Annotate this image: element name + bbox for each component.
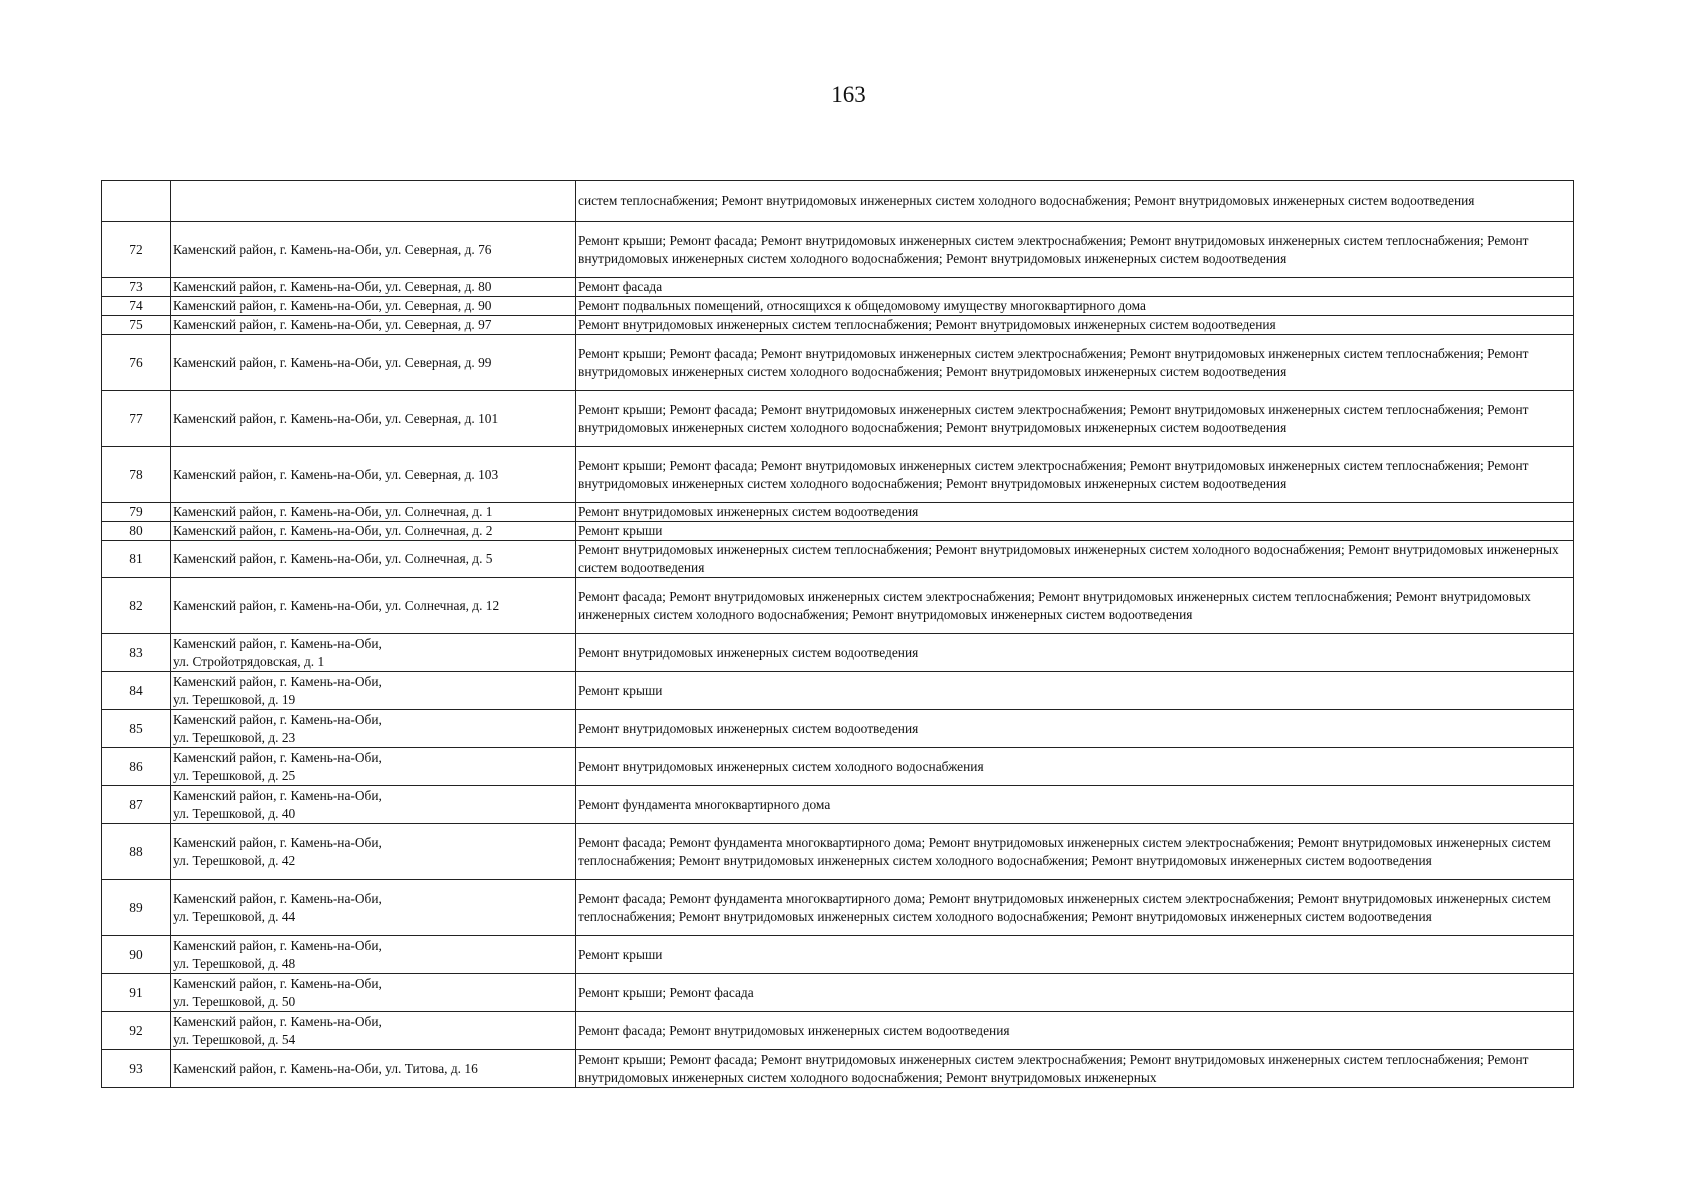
row-number-cell: 86 [102, 748, 171, 786]
table-row [102, 181, 1574, 222]
work-types-cell: Ремонт крыши; Ремонт фасада; Ремонт внутридомовых инженерных систем электроснабжения; Ремонт внутридомовых инженерных систем теплоснабжения; Ремонт внутридомовых инженерных систем холодного водоснабжения; Ремонт внутридомовых инженерных систем водоотведения [576, 222, 1574, 278]
row-number-cell: 82 [102, 578, 171, 634]
address-line: Каменский район, г. Камень-на-Оби, [173, 975, 382, 991]
work-types-cell: Ремонт внутридомовых инженерных систем холодного водоснабжения [576, 748, 1574, 786]
address-line: Каменский район, г. Камень-на-Оби, ул. Солнечная, д. 12 [173, 597, 500, 613]
address-line: Каменский район, г. Камень-на-Оби, [173, 834, 382, 850]
address-line: ул. Терешковой, д. 48 [173, 955, 296, 971]
work-types-cell: Ремонт внутридомовых инженерных систем теплоснабжения; Ремонт внутридомовых инженерных систем холодного водоснабжения; Ремонт внутридомовых инженерных систем водоотведения [576, 541, 1574, 578]
address-line: ул. Терешковой, д. 25 [173, 767, 296, 783]
work-types-cell: Ремонт фундамента многоквартирного дома [576, 786, 1574, 824]
address-line: ул. Терешковой, д. 23 [173, 729, 296, 745]
repair-program-table [101, 180, 1574, 1088]
address-line: Каменский район, г. Камень-на-Оби, ул. Северная, д. 97 [173, 317, 492, 332]
work-types-cell: Ремонт крыши; Ремонт фасада; Ремонт внутридомовых инженерных систем электроснабжения; Ремонт внутридомовых инженерных систем теплоснабжения; Ремонт внутридомовых инженерных систем холодного водоснабжения; Ремонт внутридомовых инженерных систем водоотведения [576, 447, 1574, 503]
work-types-cell: Ремонт крыши [576, 936, 1574, 974]
table-row [102, 1050, 1574, 1088]
table-row [102, 824, 1574, 880]
address-cell [171, 748, 576, 786]
address-line: ул. Стройотрядовская, д. 1 [173, 653, 325, 669]
row-number-cell: 77 [102, 391, 171, 447]
address-line: Каменский район, г. Камень-на-Оби, ул. Солнечная, д. 5 [173, 551, 493, 566]
row-number-cell: 79 [102, 503, 171, 522]
row-number-cell [102, 181, 171, 222]
work-types-cell: Ремонт подвальных помещений, относящихся к общедомовому имуществу многоквартирного дома [576, 297, 1574, 316]
address-line: ул. Терешковой, д. 19 [173, 691, 296, 707]
row-number-cell: 87 [102, 786, 171, 824]
address-line: Каменский район, г. Камень-на-Оби, [173, 1013, 382, 1029]
address-cell [171, 1050, 576, 1088]
table-row [102, 786, 1574, 824]
work-types-cell: Ремонт фасада; Ремонт фундамента многоквартирного дома; Ремонт внутридомовых инженерных систем электроснабжения; Ремонт внутридомовых инженерных систем теплоснабжения; Ремонт внутридомовых инженерных систем холодного водоснабжения; Ремонт внутридомовых инженерных систем водоотведения [576, 824, 1574, 880]
work-types-cell: Ремонт внутридомовых инженерных систем водоотведения [576, 710, 1574, 748]
address-line: Каменский район, г. Камень-на-Оби, [173, 890, 382, 906]
address-line: ул. Терешковой, д. 54 [173, 1031, 296, 1047]
address-cell [171, 824, 576, 880]
work-types-cell: Ремонт крыши; Ремонт фасада; Ремонт внутридомовых инженерных систем электроснабжения; Ремонт внутридомовых инженерных систем теплоснабжения; Ремонт внутридомовых инженерных систем холодного водоснабжения; Ремонт внутридомовых инженерных [576, 1050, 1574, 1088]
row-number-cell: 80 [102, 522, 171, 541]
table-body [102, 181, 1574, 1088]
address-cell [171, 181, 576, 222]
work-types-cell: Ремонт фасада; Ремонт внутридомовых инженерных систем водоотведения [576, 1012, 1574, 1050]
row-number-cell: 74 [102, 297, 171, 316]
row-number-cell: 91 [102, 974, 171, 1012]
address-cell [171, 335, 576, 391]
row-number-cell: 73 [102, 278, 171, 297]
row-number-cell: 90 [102, 936, 171, 974]
table-row [102, 710, 1574, 748]
address-cell [171, 634, 576, 672]
row-number-cell: 93 [102, 1050, 171, 1088]
row-number-cell: 83 [102, 634, 171, 672]
work-types-cell: Ремонт фасада [576, 278, 1574, 297]
table-row [102, 634, 1574, 672]
row-number-cell: 76 [102, 335, 171, 391]
table-row [102, 541, 1574, 578]
work-types-cell: систем теплоснабжения; Ремонт внутридомовых инженерных систем холодного водоснабжения; Ремонт внутридомовых инженерных систем водоотведения [576, 181, 1574, 222]
row-number-cell: 81 [102, 541, 171, 578]
table-row [102, 880, 1574, 936]
work-types-cell: Ремонт фасада; Ремонт фундамента многоквартирного дома; Ремонт внутридомовых инженерных систем электроснабжения; Ремонт внутридомовых инженерных систем теплоснабжения; Ремонт внутридомовых инженерных систем холодного водоснабжения; Ремонт внутридомовых инженерных систем водоотведения [576, 880, 1574, 936]
table-row [102, 447, 1574, 503]
row-number-cell: 78 [102, 447, 171, 503]
row-number-cell: 85 [102, 710, 171, 748]
table-row [102, 1012, 1574, 1050]
address-line: Каменский район, г. Камень-на-Оби, ул. Северная, д. 80 [173, 279, 492, 294]
address-cell [171, 936, 576, 974]
row-number-cell: 84 [102, 672, 171, 710]
table-row [102, 278, 1574, 297]
address-line: ул. Терешковой, д. 42 [173, 852, 296, 868]
address-cell [171, 503, 576, 522]
address-line: Каменский район, г. Камень-на-Оби, [173, 787, 382, 803]
table-row [102, 503, 1574, 522]
work-types-cell: Ремонт крыши [576, 672, 1574, 710]
work-types-cell: Ремонт фасада; Ремонт внутридомовых инженерных систем электроснабжения; Ремонт внутридомовых инженерных систем теплоснабжения; Ремонт внутридомовых инженерных систем холодного водоснабжения; Ремонт внутридомовых инженерных систем водоотведения [576, 578, 1574, 634]
address-cell [171, 786, 576, 824]
address-cell [171, 522, 576, 541]
work-types-cell: Ремонт внутридомовых инженерных систем теплоснабжения; Ремонт внутридомовых инженерных систем водоотведения [576, 316, 1574, 335]
address-line: Каменский район, г. Камень-на-Оби, [173, 711, 382, 727]
work-types-cell: Ремонт внутридомовых инженерных систем водоотведения [576, 634, 1574, 672]
work-types-cell: Ремонт крыши [576, 522, 1574, 541]
table-row [102, 335, 1574, 391]
address-cell [171, 672, 576, 710]
address-cell [171, 278, 576, 297]
row-number-cell: 88 [102, 824, 171, 880]
address-cell [171, 297, 576, 316]
address-line: ул. Терешковой, д. 44 [173, 908, 296, 924]
table-row [102, 748, 1574, 786]
work-types-cell: Ремонт внутридомовых инженерных систем водоотведения [576, 503, 1574, 522]
address-cell [171, 447, 576, 503]
row-number-cell: 75 [102, 316, 171, 335]
address-line: ул. Терешковой, д. 50 [173, 993, 296, 1009]
table-row [102, 578, 1574, 634]
address-cell [171, 974, 576, 1012]
row-number-cell: 92 [102, 1012, 171, 1050]
table-row [102, 672, 1574, 710]
address-line: Каменский район, г. Камень-на-Оби, ул. Северная, д. 101 [173, 410, 499, 426]
table-row [102, 222, 1574, 278]
table-row [102, 522, 1574, 541]
address-line: Каменский район, г. Камень-на-Оби, ул. Северная, д. 76 [173, 241, 492, 257]
table-row [102, 391, 1574, 447]
table-row [102, 316, 1574, 335]
address-cell [171, 222, 576, 278]
address-line: Каменский район, г. Камень-на-Оби, ул. Солнечная, д. 1 [173, 504, 493, 519]
address-cell [171, 391, 576, 447]
address-cell [171, 710, 576, 748]
address-line: Каменский район, г. Камень-на-Оби, ул. Титова, д. 16 [173, 1060, 478, 1076]
table-row [102, 297, 1574, 316]
address-line: Каменский район, г. Камень-на-Оби, [173, 673, 382, 689]
address-cell [171, 541, 576, 578]
address-line: Каменский район, г. Камень-на-Оби, ул. Северная, д. 99 [173, 354, 492, 370]
address-line: Каменский район, г. Камень-на-Оби, [173, 635, 382, 651]
address-line: Каменский район, г. Камень-на-Оби, ул. Солнечная, д. 2 [173, 523, 493, 538]
address-cell [171, 578, 576, 634]
address-line: Каменский район, г. Камень-на-Оби, [173, 937, 382, 953]
address-line: Каменский район, г. Камень-на-Оби, ул. Северная, д. 90 [173, 298, 492, 313]
address-cell [171, 1012, 576, 1050]
work-types-cell: Ремонт крыши; Ремонт фасада; Ремонт внутридомовых инженерных систем электроснабжения; Ремонт внутридомовых инженерных систем теплоснабжения; Ремонт внутридомовых инженерных систем холодного водоснабжения; Ремонт внутридомовых инженерных систем водоотведения [576, 335, 1574, 391]
row-number-cell: 89 [102, 880, 171, 936]
address-line: Каменский район, г. Камень-на-Оби, [173, 749, 382, 765]
address-line: ул. Терешковой, д. 40 [173, 805, 296, 821]
work-types-cell: Ремонт крыши; Ремонт фасада [576, 974, 1574, 1012]
page-number: 163 [831, 82, 866, 107]
table-row [102, 974, 1574, 1012]
table-row [102, 936, 1574, 974]
address-line: Каменский район, г. Камень-на-Оби, ул. Северная, д. 103 [173, 466, 499, 482]
row-number-cell: 72 [102, 222, 171, 278]
address-cell [171, 316, 576, 335]
address-cell [171, 880, 576, 936]
work-types-cell: Ремонт крыши; Ремонт фасада; Ремонт внутридомовых инженерных систем электроснабжения; Ремонт внутридомовых инженерных систем теплоснабжения; Ремонт внутридомовых инженерных систем холодного водоснабжения; Ремонт внутридомовых инженерных систем водоотведения [576, 391, 1574, 447]
